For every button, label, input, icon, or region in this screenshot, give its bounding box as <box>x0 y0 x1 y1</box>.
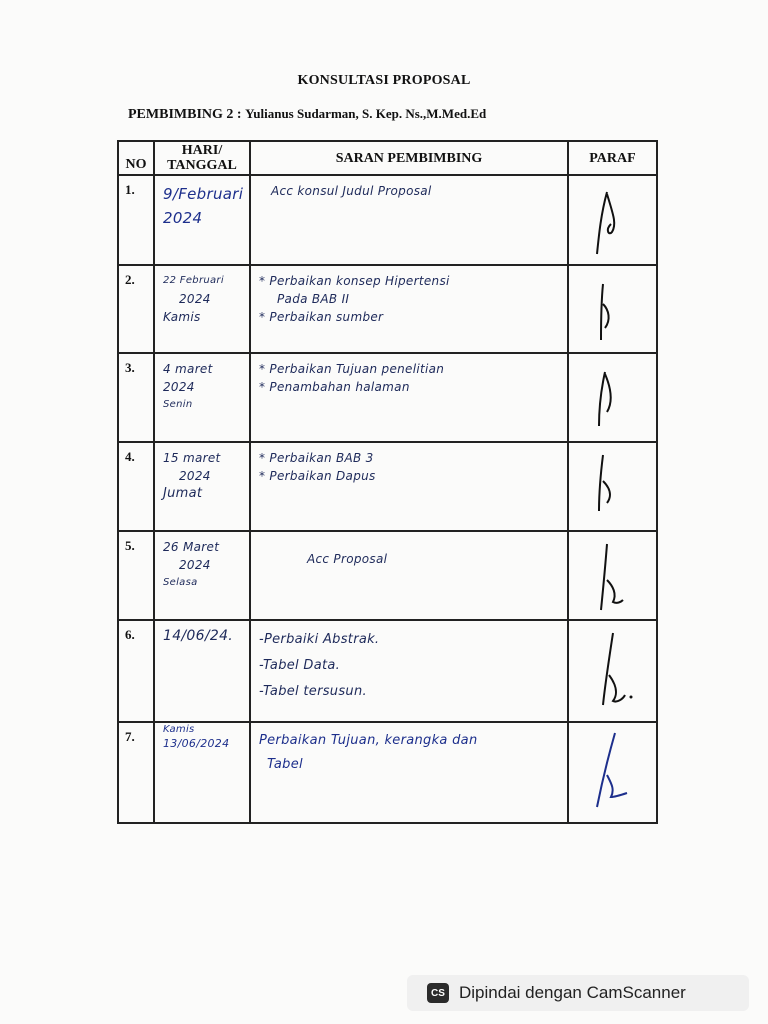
advice-cell: -Perbaiki Abstrak. -Tabel Data. -Tabel tersusun. <box>250 620 568 722</box>
header-date: HARI/ TANGGAL <box>154 141 250 175</box>
table-header-row <box>118 141 657 175</box>
consultation-table <box>117 140 658 824</box>
signature-icon <box>587 731 637 811</box>
advice-cell: * Perbaikan konsep Hipertensi Pada BAB II * Perbaikan sumber <box>250 265 568 353</box>
supervisor-name: Yulianus Sudarman, S. Kep. Ns.,M.Med.Ed <box>245 106 487 121</box>
advice-cell: * Perbaikan BAB 3 * Perbaikan Dapus <box>250 442 568 531</box>
signature-icon <box>587 362 637 442</box>
table-row <box>118 531 657 620</box>
signature-cell <box>568 620 657 722</box>
header-advice: SARAN PEMBIMBING <box>250 141 568 175</box>
row-number: 1. <box>118 175 154 265</box>
signature-cell <box>568 175 657 265</box>
date-cell: 14/06/24. <box>154 620 250 722</box>
row-number: 4. <box>118 442 154 531</box>
row-number: 7. <box>118 722 154 823</box>
signature-icon <box>587 540 637 620</box>
date-cell: 22 Februari 2024 Kamis <box>154 265 250 353</box>
signature-cell <box>568 265 657 353</box>
signature-cell <box>568 442 657 531</box>
signature-icon <box>587 184 637 264</box>
signature-cell <box>568 353 657 442</box>
table-row <box>118 620 657 722</box>
date-cell: 26 Maret 2024 Selasa <box>154 531 250 620</box>
table-row <box>118 353 657 442</box>
supervisor-line <box>128 106 486 123</box>
table-row <box>118 265 657 353</box>
signature-cell <box>568 722 657 823</box>
advice-cell: Perbaikan Tujuan, kerangka dan Tabel <box>250 722 568 823</box>
table-row <box>118 175 657 265</box>
date-cell: Kamis 13/06/2024 <box>154 722 250 823</box>
row-number: 5. <box>118 531 154 620</box>
header-sign: PARAF <box>568 141 657 175</box>
signature-icon <box>587 274 637 354</box>
row-number: 3. <box>118 353 154 442</box>
page-title: KONSULTASI PROPOSAL <box>297 73 471 88</box>
signature-icon <box>587 451 637 531</box>
date-cell: 9/Februari 2024 <box>154 175 250 265</box>
row-number: 2. <box>118 265 154 353</box>
advice-cell: Acc Proposal <box>250 531 568 620</box>
camscanner-watermark <box>407 975 749 1011</box>
row-number: 6. <box>118 620 154 722</box>
supervisor-label: PEMBIMBING 2 : <box>128 107 242 122</box>
camscanner-logo-icon: CS <box>427 983 449 1003</box>
header-no: NO <box>118 141 154 175</box>
signature-cell <box>568 531 657 620</box>
date-cell: 4 maret 2024 Senin <box>154 353 250 442</box>
date-cell: 15 maret 2024 Jumat <box>154 442 250 531</box>
advice-cell: Acc konsul Judul Proposal <box>250 175 568 265</box>
signature-icon <box>587 629 637 709</box>
table-row <box>118 722 657 823</box>
advice-cell: * Perbaikan Tujuan penelitian * Penambahan halaman <box>250 353 568 442</box>
table-row <box>118 442 657 531</box>
camscanner-text: Dipindai dengan CamScanner <box>459 983 686 1002</box>
